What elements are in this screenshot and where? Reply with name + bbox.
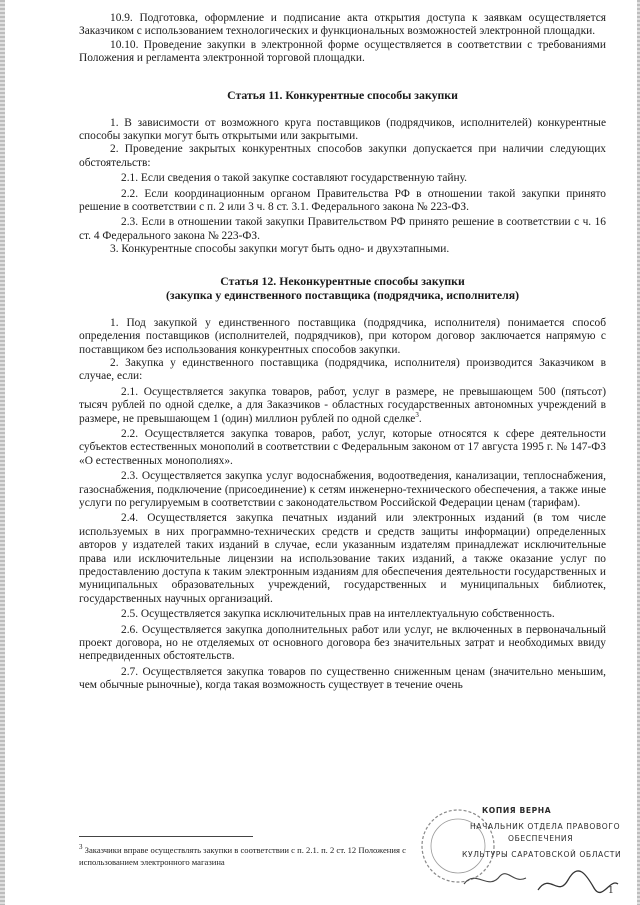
article-12-paragraph-2-1-end: .	[418, 412, 422, 425]
article-12-paragraph-1: 1. Под закупкой у единственного поставщика (подрядчика, исполнителя) понимается способ определения поставщиков (исполнителей, подрядчиков), при котором договор заключается напрямую с поставщиком без использования конкурентных способов закупки.	[79, 316, 606, 356]
certification-stamp	[418, 788, 623, 900]
paragraph-10-10: 10.10. Проведение закупки в электронной форме осуществляется в соответствии с требованиями Положения и регламента электронной торговой площадки.	[79, 38, 606, 65]
stamp-line-1: КОПИЯ ВЕРНА	[482, 806, 552, 815]
article-12-paragraph-2-7: 2.7. Осуществляется закупка товаров по существенно сниженным ценам (значительно меньшим, чем обычные рыночные), когда такая возможность существует в течение очень	[79, 665, 606, 692]
article-12-paragraph-2: 2. Закупка у единственного поставщика (подрядчика, исполнителя) производится Заказчиком в случае, если:	[79, 356, 606, 383]
article-11-paragraph-2-3: 2.3. Если в отношении такой закупки Правительством РФ принято решение в соответствии с ч. 16 ст. 4 Федерального закона № 223-ФЗ.	[79, 216, 606, 242]
article-12-paragraph-2-1	[79, 386, 606, 426]
stamp-seal-graphic	[418, 788, 623, 900]
article-11-paragraph-3: 3. Конкурентные способы закупки могут быть одно- и двухэтапными.	[110, 243, 450, 256]
page-number: 1	[608, 884, 614, 896]
scan-left-edge	[0, 0, 5, 905]
article-12-paragraph-2-1-text: 2.1. Осуществляется закупка товаров, работ, услуг в размере, не превышающем 500 (пятьсот) тысяч рублей по одной сделке, а для Заказчиков - областных государственных автономных учреждений в размере, не превышающем 1 (один) миллион рублей по одной сделке	[79, 385, 606, 425]
article-12-paragraph-2-4: 2.4. Осуществляется закупка печатных изданий или электронных изданий (в том числе используемых в них программно-технических средств и средств защиты информации) определенных авторов у издателей таких изданий в случае, если указанным издателям принадлежат исключительные права или исключительные лицензии на использование таких изданий, а также оказание услуг по предоставлению доступа к таким электронным изданиям для обеспечения деятельности государственных и муниципальных образовательных учреждений, государственных и муниципальных библиотек, государственных научных организаций.	[79, 512, 606, 605]
article-11-paragraph-2-2: 2.2. Если координационным органом Правительства РФ в отношении такой закупки принято решение в соответствии с п. 2 или 3 ч. 8 ст. 3.1. Федерального закона № 223-ФЗ.	[79, 187, 606, 214]
article-12-paragraph-2-5: 2.5. Осуществляется закупка исключительных прав на интеллектуальную собственность.	[121, 608, 555, 621]
article-12-paragraph-2-2: 2.2. Осуществляется закупка товаров, работ, услуг, которые относятся к сфере деятельности субъектов естественных монополий в соответствии с Федеральным законом от 17 августа 1995 г. № 147-ФЗ «О естественных монополиях».	[79, 427, 606, 467]
article-11-title: Статья 11. Конкурентные способы закупки	[227, 87, 458, 102]
footnote-mark: 3	[79, 843, 83, 852]
article-11-paragraph-2: 2. Проведение закрытых конкурентных способов закупки допускается при наличии следующих обстоятельств:	[79, 143, 606, 169]
document-body	[79, 12, 606, 693]
article-12-title: Статья 12. Неконкурентные способы закупки	[220, 273, 465, 288]
stamp-line-3: ОБЕСПЕЧЕНИЯ	[508, 834, 574, 843]
article-11-paragraph-2-1: 2.1. Если сведения о такой закупке составляют государственную тайну.	[121, 172, 467, 185]
article-12-subtitle: (закупка у единственного поставщика (подрядчика, исполнителя)	[165, 287, 520, 302]
stamp-line-2: НАЧАЛЬНИК ОТДЕЛА ПРАВОВОГО	[470, 822, 621, 831]
footnote-reference: 3	[415, 410, 419, 419]
article-12-paragraph-2-6: 2.6. Осуществляется закупка дополнительных работ или услуг, не включенных в первоначальный проект договора, но не отделяемых от основного договора без значительных затрат и необходимых ввиду непредвиденных обстоятельств.	[79, 623, 606, 663]
footnote	[79, 845, 444, 868]
footnote-divider	[79, 836, 253, 837]
paragraph-10-9: 10.9. Подготовка, оформление и подписание акта открытия доступа к заявкам осуществляется Заказчиком с использованием технологических и функциональных возможностей электронной площадки.	[79, 12, 606, 38]
article-11-paragraph-1: 1. В зависимости от возможного круга поставщиков (подрядчиков, исполнителей) конкурентные способы закупки могут быть открытыми или закрытыми.	[79, 116, 606, 143]
footnote-text: Заказчики вправе осуществлять закупки в соответствии с п. 2.1. п. 2 ст. 12 Положения с использованием электронного магазина	[79, 845, 406, 867]
stamp-line-4: КУЛЬТУРЫ САРАТОВСКОЙ ОБЛАСТИ	[462, 850, 622, 859]
article-12-paragraph-2-3: 2.3. Осуществляется закупка услуг водоснабжения, водоотведения, канализации, теплоснабжения, газоснабжения, подключение (присоединение) к сетям инженерно-технического обеспечения, а также иные услуги по регулируемым в соответствии с законодательством Российской Федерации ценам (тарифам).	[79, 470, 606, 509]
